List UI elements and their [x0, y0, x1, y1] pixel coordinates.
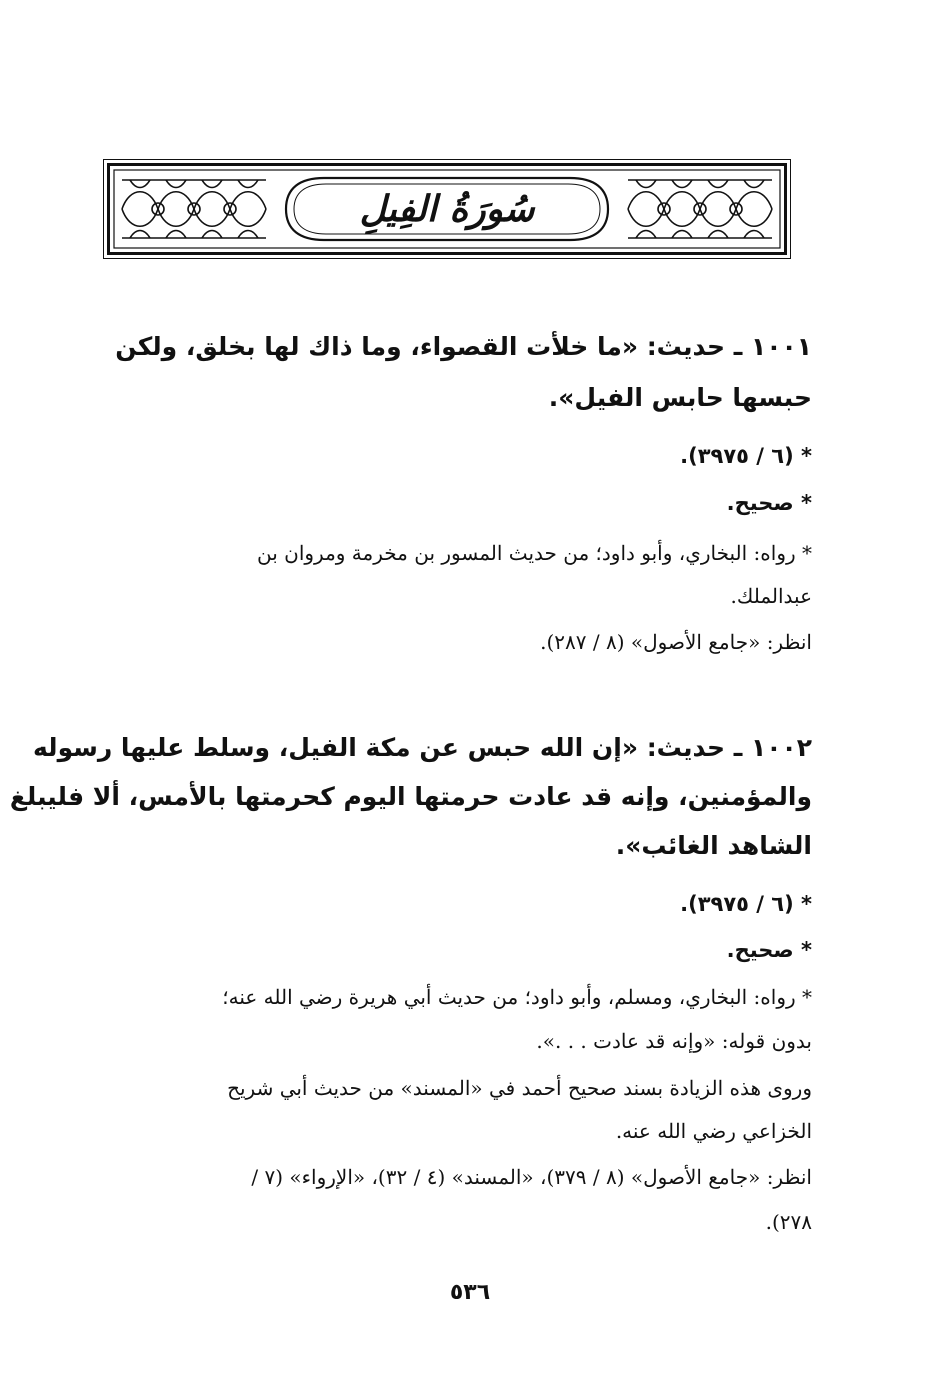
hadith-1002-see-also-line-1: انظر: «جامع الأصول» (٨ / ٣٧٩)، «المسند» (٤ / ٣٢)، «الإرواء» (٧ /: [251, 1165, 812, 1189]
hadith-1002-reference: * (٦ / ٣٩٧٥).: [680, 892, 812, 916]
hadith-1002-addition-line-2: الخزاعي رضي الله عنه.: [615, 1119, 812, 1143]
page-number: ٥٣٦: [449, 1280, 491, 1305]
surah-header-banner: [107, 163, 787, 255]
hadith-1002-see-also-line-2: ٢٧٨).: [765, 1210, 812, 1234]
hadith-1002-narration-line-2: بدون قوله: «وإنه قد عادت . . .».: [536, 1029, 812, 1053]
surah-title: سُورَةُ الفِيلِ: [359, 188, 535, 230]
hadith-1002-addition-line-1: وروى هذه الزيادة بسند صحيح أحمد في «المسند» من حديث أبي شريح: [227, 1076, 812, 1100]
hadith-1002-line-3: الشاهد الغائب».: [615, 831, 812, 860]
hadith-1001-narration-line-1: * رواه: البخاري، وأبو داود؛ من حديث المسور بن مخرمة ومروان بن: [256, 541, 812, 565]
hadith-1001-narration-line-2: عبدالملك.: [730, 584, 812, 608]
hadith-1001-grade: * صحيح.: [726, 491, 812, 515]
hadith-1001-reference: * (٦ / ٣٩٧٥).: [680, 444, 812, 468]
hadith-1001-see-also: انظر: «جامع الأصول» (٨ / ٢٨٧).: [540, 630, 812, 654]
hadith-1001-line-1: ١٠٠١ ـ حديث: «ما خلأت القصواء، وما ذاك لها بخلق، ولكن: [115, 332, 812, 361]
hadith-1002-narration-line-1: * رواه: البخاري، ومسلم، وأبو داود؛ من حديث أبي هريرة رضي الله عنه؛: [222, 985, 812, 1009]
hadith-1001-line-2: حبسها حابس الفيل».: [548, 383, 812, 412]
hadith-1002-grade: * صحيح.: [726, 938, 812, 962]
hadith-1002-line-2: والمؤمنين، وإنه قد عادت حرمتها اليوم كحرمتها بالأمس، ألا فليبلغ: [9, 782, 812, 811]
hadith-1002-line-1: ١٠٠٢ ـ حديث: «إن الله حبس عن مكة الفيل، وسلط عليها رسوله: [33, 733, 812, 762]
